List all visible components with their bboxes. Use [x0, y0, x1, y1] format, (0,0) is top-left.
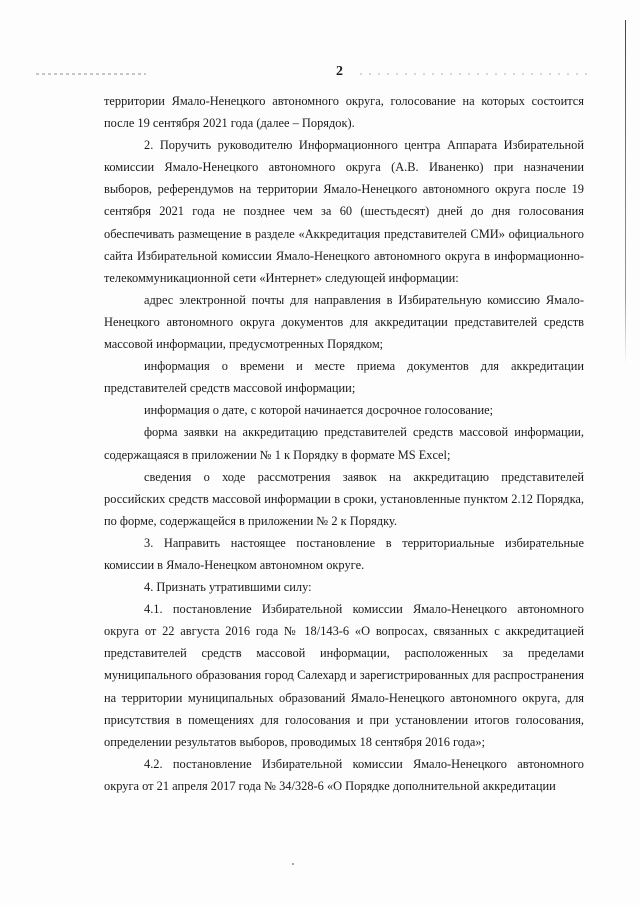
document-body [104, 90, 584, 797]
list-item-form: форма заявки на аккредитацию представителей средств массовой информации, содержащаяся в приложении № 1 к Порядку в формате MS Excel; [104, 425, 584, 462]
scan-edge-line [625, 20, 626, 365]
page-number: 2 [336, 64, 343, 79]
paragraph-item-4: 4. Признать утратившими силу: [144, 580, 312, 595]
paragraph-item-3: 3. Направить настоящее постановление в территориальные избирательные комиссии в Ямало-Ненецком автономном округе. [104, 535, 584, 572]
paragraph-item-4-2: 4.2. постановление Избирательной комиссии Ямало-Ненецкого автономного округа от 21 апреля 2017 года № 34/328-6 «О Порядке дополнительной аккредитации [104, 756, 584, 793]
scan-artifact-left [36, 73, 146, 75]
paragraph-item-4-1: 4.1. постановление Избирательной комиссии Ямало-Ненецкого автономного округа от 22 августа 2016 года № 18/143-6 «О вопросах, связанных с аккредитацией представителей средств массовой информации, расположенных за пределами муниципального образования город Салехард и зарегистрированных для распространения на территории муниципальных образований Ямало-Ненецкого автономного округа, для присутствия в помещениях для голосования и при установлении итогов голосования, определении результатов выборов, проводимых 18 сентября 2016 года»; [104, 602, 584, 749]
paragraph-continuation: территории Ямало-Ненецкого автономного округа, голосование на которых состоится после 19 сентября 2021 года (далее – Порядок). [104, 94, 584, 131]
scan-artifact-right [360, 73, 590, 75]
list-item-email: адрес электронной почты для направления в Избирательную комиссию Ямало-Ненецкого автономного округа документов для аккредитации представителей средств массовой информации, предусмотренных Порядком; [104, 292, 584, 352]
paragraph-item-2: 2. Поручить руководителю Информационного центра Аппарата Избирательной комиссии Ямало-Ненецкого автономного округа (А.В. Иваненко) при назначении выборов, референдумов на территории Ямало-Ненецкого автономного округа после 19 сентября 2021 года не позднее чем за 60 (шестьдесят) дней до дня голосования обеспечивать размещение в разделе «Аккредитация представителей СМИ» официального сайта Избирательной комиссии Ямало-Ненецкого автономного округа в информационно-телекоммуникационной сети «Интернет» следующей информации: [104, 138, 584, 285]
list-item-time-place: информация о времени и месте приема документов для аккредитации представителей средств массовой информации; [104, 359, 584, 396]
list-item-early-voting: информация о дате, с которой начинается досрочное голосование; [144, 403, 494, 418]
scan-dot [292, 863, 294, 865]
list-item-status: сведения о ходе рассмотрения заявок на аккредитацию представителей российских средств массовой информации в сроки, установленные пунктом 2.12 Порядка, по форме, содержащейся в приложении № 2 к Порядку. [104, 469, 584, 528]
